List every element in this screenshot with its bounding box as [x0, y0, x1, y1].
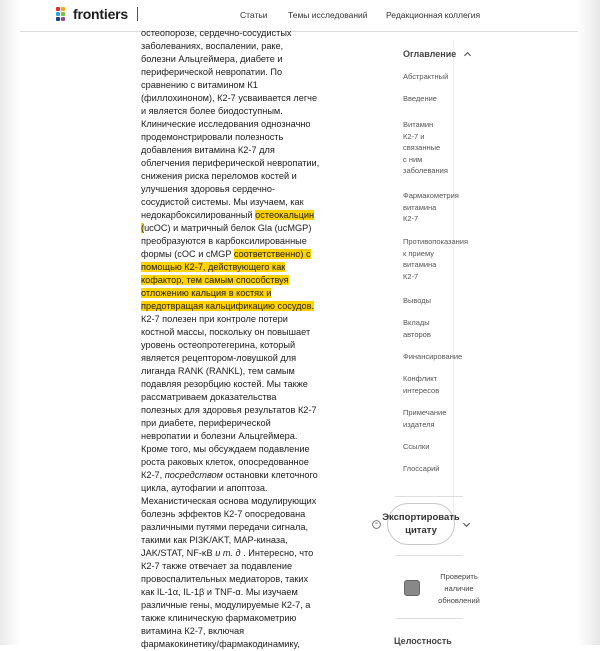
toc-item[interactable] [403, 463, 453, 475]
article-line [141, 131, 331, 144]
integrity-heading: Целостность [394, 636, 452, 646]
article-line [141, 105, 331, 118]
toc-item-label: Ссылки [403, 442, 430, 451]
article-line [141, 430, 331, 443]
toc-item[interactable] [403, 295, 453, 307]
nav-articles[interactable]: Статьи [240, 10, 268, 20]
article-line [141, 66, 331, 79]
article-line [141, 521, 331, 534]
article-line [141, 352, 331, 365]
article-text: К2-7 также отвечает за подавление [141, 561, 293, 571]
frontiers-logo[interactable] [56, 6, 138, 22]
article-line [141, 235, 331, 248]
svg-text:”: ” [375, 521, 378, 528]
article-text: подавляя резорбцию костей. Мы также [141, 379, 308, 389]
toc-item-label: связанные [403, 143, 441, 152]
highlighted-text: ( [141, 223, 145, 233]
highlighted-text: помощью К2-7, действующего как [141, 262, 286, 272]
article-line [141, 287, 331, 300]
toc-item-label: издателя [403, 419, 435, 429]
logo-text: frontiers [73, 6, 128, 22]
export-label-line-1: Экспортировать [382, 512, 460, 523]
article-line [141, 144, 331, 157]
toc-item[interactable] [403, 351, 463, 363]
left-page-shadow [0, 0, 20, 645]
article-line [141, 534, 331, 547]
article-text: и т. д [215, 548, 241, 558]
article-text: К2-7 полезен при контроле потери [141, 314, 288, 324]
article-text: посредством [164, 470, 223, 480]
article-text: уровень остеопротегерина, который [141, 340, 296, 350]
update-line-1: Проверить [440, 572, 478, 581]
article-text: JAK/STAT, NF-κB [141, 548, 216, 558]
article-line [141, 79, 331, 92]
toc-item-label: Вклады [403, 318, 430, 327]
article-line [141, 456, 331, 469]
article-text: облегчения периферической невропатии, [141, 158, 320, 168]
frontiers-logo-icon [56, 7, 69, 22]
article-text: различными путями передачи сигнала, [141, 522, 309, 532]
article-line [141, 261, 331, 274]
update-line-2: наличие [444, 584, 474, 593]
article-line [141, 339, 331, 352]
crossmark-icon[interactable] [404, 580, 420, 596]
divider [395, 618, 463, 619]
article-text: К2-7, [141, 470, 165, 480]
article-text: костной массы, поскольку он повышает [141, 327, 311, 337]
article-line [141, 508, 331, 521]
article-line [141, 378, 331, 391]
toc-item-label: витамина [403, 260, 437, 269]
nav-editorial-board[interactable]: Редакционная коллегия [386, 10, 481, 20]
toc-item-label: заболевания [403, 166, 448, 175]
article-line [141, 53, 331, 66]
article-line [141, 443, 331, 456]
toc-item-label: Витамин [403, 120, 434, 129]
toc-item[interactable] [403, 93, 453, 105]
article-line [141, 599, 331, 612]
article-line [141, 92, 331, 105]
article-line [141, 209, 331, 222]
article-text: ucOC) и матричный белок Gla (ucMGP) [144, 223, 312, 233]
article-line [141, 27, 331, 40]
toc-item-label: Противопоказания [403, 237, 469, 246]
toc-item[interactable] [403, 317, 453, 340]
article-line [141, 417, 331, 430]
logo-separator [137, 7, 138, 21]
article-text: болезнь эффектов К2-7 опосредована [141, 509, 306, 519]
article-text: Механистическая основа модулирующих [141, 496, 317, 506]
article-line [141, 313, 331, 326]
toc-item-label: Введение [403, 94, 437, 103]
article-text: заболеваниях, воспалении, раке, [141, 41, 284, 51]
toc-item-label: Финансирование [403, 352, 463, 361]
toc-item-label: Фармакометрия [403, 191, 459, 200]
article-text: добавления витамина К2-7 для [141, 145, 275, 155]
quote-icon [372, 520, 381, 529]
toc-item[interactable] [403, 441, 453, 453]
article-line [141, 274, 331, 287]
article-text: преобразуются в карбоксилированные [141, 236, 307, 246]
toc-item-label: витамина [403, 202, 437, 212]
highlighted-text: отложению кальция в костях и [141, 288, 272, 298]
article-line [141, 157, 331, 170]
article-text: сосудистой системы. Мы изучаем, как [141, 197, 304, 207]
article-text: формы (cOC и cMGP [141, 249, 234, 259]
divider [395, 555, 463, 556]
toc-item-label: К2-7 [403, 214, 419, 223]
export-label-line-2: цитату [405, 525, 437, 536]
article-line [141, 495, 331, 508]
chevron-up-icon[interactable] [463, 50, 472, 59]
article-line [141, 248, 331, 261]
toc-item-label: К2-7 и [403, 131, 425, 141]
article-text: витамина К2-7, включая [141, 626, 245, 636]
nav-research-topics[interactable]: Темы исследований [288, 10, 368, 20]
toc-item[interactable] [403, 190, 459, 225]
highlighted-text: кофактор, тем самым способствуя [141, 275, 289, 285]
article-text: невропатии и болезни Альцгеймера. [141, 431, 298, 441]
toc-item-label: Глоссарий [403, 464, 440, 473]
article-body [141, 27, 331, 651]
article-line [141, 482, 331, 495]
article-text: цикла, аутофагии и апоптоза. [141, 483, 268, 493]
update-line-3: обновлений [438, 596, 480, 605]
toc-item[interactable] [403, 373, 453, 396]
article-line [141, 40, 331, 53]
article-line [141, 300, 331, 313]
article-line [141, 118, 331, 131]
article-text: также клиническую фармакометрию [141, 613, 297, 623]
toc-list [403, 71, 469, 491]
toc-item[interactable] [403, 119, 453, 177]
article-text: является рецептором-ловушкой для [141, 353, 297, 363]
divider [395, 496, 463, 497]
check-updates-link[interactable] [433, 571, 485, 607]
article-text: фармакокинетику/фармакодинамику, [141, 639, 300, 649]
toc-header[interactable] [403, 49, 472, 59]
article-text: болезни Альцгеймера, диабете и [141, 54, 283, 64]
article-text: роста раковых клеток, опосредованное [141, 457, 309, 467]
article-line [141, 547, 331, 560]
article-line [141, 625, 331, 638]
toc-item-label: Примечание [403, 408, 447, 417]
article-text: такими как PI3K/AKT, MAP-киназа, [141, 535, 288, 545]
article-text: полезных для здоровья результатов К2-7 [141, 405, 317, 415]
article-text: Кроме того, мы обсуждаем подавление [141, 444, 310, 454]
toc-item[interactable] [403, 407, 453, 430]
article-text: провоспалительных медиаторов, таких [141, 574, 309, 584]
toc-item-label: Абстрактный [403, 72, 449, 81]
article-line [141, 638, 331, 651]
article-text: снижения риска переломов костей и [141, 171, 297, 181]
toc-item-label: к приему [403, 248, 434, 258]
article-text: продемонстрировали полезность [141, 132, 284, 142]
article-line [141, 326, 331, 339]
article-line [141, 586, 331, 599]
article-text: как IL-1α, IL-1β и TNF-α. Мы изучаем [141, 587, 298, 597]
toc-item-label: интересов [403, 385, 440, 395]
article-text: Клинические исследования однозначно [141, 119, 311, 129]
toc-item[interactable] [403, 236, 469, 282]
article-text: лиганда RANK (RANKL), тем самым [141, 366, 295, 376]
highlighted-text: предотвращая кальцификацию сосудов. [141, 301, 315, 311]
article-text: недокарбоксилированный [141, 210, 256, 220]
article-line [141, 196, 331, 209]
article-line [141, 560, 331, 573]
article-text: улучшения здоровья сердечно- [141, 184, 276, 194]
right-page-shadow [578, 0, 600, 645]
article-text: при диабете, периферической [141, 418, 271, 428]
article-line [141, 612, 331, 625]
article-text: различные гены, модулируемые К2-7, а [141, 600, 311, 610]
article-line [141, 469, 331, 482]
article-text: остановки клеточного [222, 470, 318, 480]
article-line [141, 365, 331, 378]
toc-item[interactable] [403, 71, 453, 83]
toc-title: Оглавление [403, 49, 457, 59]
highlighted-text: остеокальцин [255, 210, 315, 220]
toc-item-label: К2-7 [403, 271, 419, 281]
article-text: периферической невропатии. По [141, 67, 283, 77]
article-line [141, 183, 331, 196]
article-text: остеопорозе, сердечно-сосудистых [141, 28, 292, 38]
article-line [141, 573, 331, 586]
article-line [141, 222, 331, 235]
article-line [141, 391, 331, 404]
export-citation-button[interactable] [382, 503, 460, 545]
toc-item-label: авторов [403, 329, 431, 339]
article-text: . Интересно, что [240, 548, 314, 558]
article-text: сравнению с витамином К1 [141, 80, 258, 90]
article-line [141, 404, 331, 417]
export-citation [372, 503, 471, 545]
chevron-down-icon[interactable] [462, 520, 471, 529]
article-text: (филлохиноном), К2-7 усваивается легче [141, 93, 318, 103]
toc-item-label: Конфликт [403, 374, 438, 383]
toc-scroll-track[interactable] [453, 40, 454, 530]
article-text: и является более биодоступным. [141, 106, 283, 116]
highlighted-text: соответственно) с [233, 249, 311, 259]
toc-item-label: с ним [403, 154, 423, 164]
toc-item-label: Выводы [403, 296, 432, 305]
article-line [141, 170, 331, 183]
article-text: рассматриваем доказательства [141, 392, 277, 402]
